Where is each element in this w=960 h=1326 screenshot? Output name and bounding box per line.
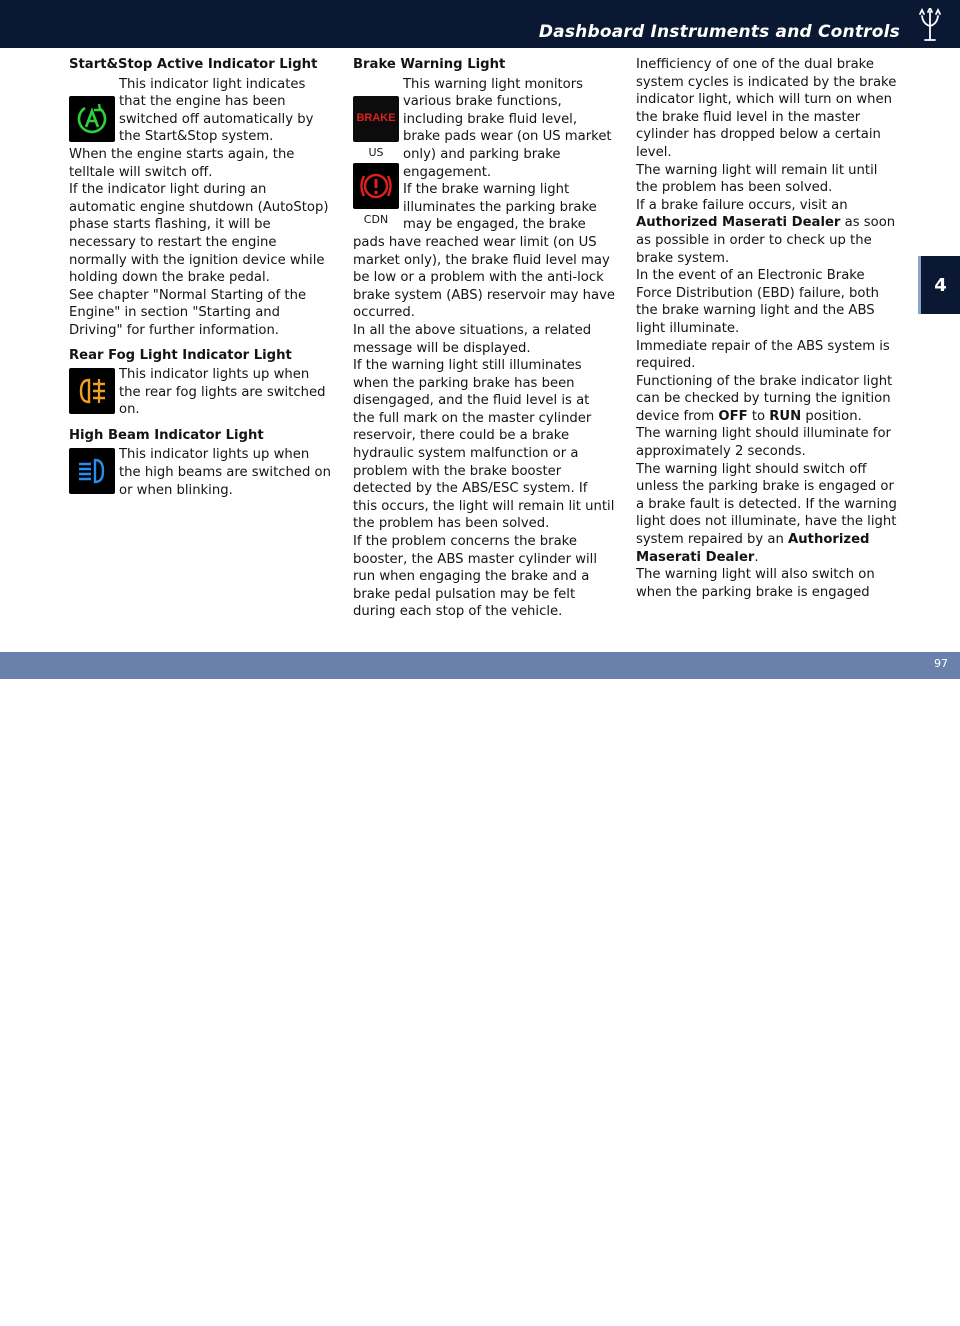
column-middle bbox=[353, 56, 615, 621]
page-footer bbox=[0, 652, 960, 1326]
brake-text-icon: BRAKE bbox=[356, 111, 396, 124]
brake-text-5: If the problem concerns the brake booster, the ABS master cylinder will run when engaging the brake and a brake pedal pulsation may be felt during each stop of the vehicle. bbox=[353, 534, 598, 620]
rear-fog-heading: Rear Fog Light Indicator Light bbox=[69, 347, 292, 363]
rear-fog-indicator bbox=[69, 368, 115, 414]
start-stop-indicator bbox=[69, 96, 115, 142]
start-stop-text-4: See chapter "Normal Starting of the Engine" in section "Starting and Driving" for further information. bbox=[69, 287, 307, 338]
brake-text-4: If the warning light still illuminates when the parking brake has been disengaged, and the fluid level is at the full mark on the master cylinder reservoir, there could be a brake hydraulic system malfunction or a problem with the brake booster detected by the ABS/ESC system. If this occurs, the light will remain lit until the problem has been solved. bbox=[353, 358, 615, 532]
high-beam-text: This indicator lights up when the high beams are switched on or when blinking. bbox=[119, 447, 331, 498]
cdn-label: CDN bbox=[363, 212, 389, 226]
page-header bbox=[0, 0, 960, 48]
right-text-5: Immediate repair of the ABS system is required. bbox=[636, 338, 890, 372]
start-stop-text-1: This indicator light indicates that the engine has been switched off automatically by the Start&Stop system. bbox=[119, 76, 314, 145]
chapter-number: 4 bbox=[934, 274, 947, 296]
brake-text-3: In all the above situations, a related message will be displayed. bbox=[353, 322, 592, 356]
right-text-7: The warning light should illuminate for approximately 2 seconds. bbox=[636, 426, 891, 460]
brake-text-2: If the brake warning light illuminates the parking brake may be engaged, the brake pads have reached wear limit (on US market only), the brake fluid level may be low or a problem with the anti-lock brake system (ABS) reservoir may have occurred. bbox=[353, 182, 615, 321]
high-beam-indicator bbox=[69, 448, 115, 494]
off-position: OFF bbox=[718, 408, 748, 424]
right-text-9: The warning light will also switch on when the parking brake is engaged bbox=[636, 567, 875, 600]
right-text-3: If a brake failure occurs, visit an Authorized Maserati Dealer as soon as possible in order to check up the brake system. bbox=[636, 197, 896, 266]
us-label: US bbox=[368, 145, 384, 159]
dealer-link: Authorized Maserati Dealer bbox=[636, 215, 841, 231]
maserati-trident-logo bbox=[914, 8, 946, 44]
start-stop-heading: Start&Stop Active Indicator Light bbox=[69, 57, 318, 72]
section-title: Dashboard Instruments and Controls bbox=[538, 22, 900, 42]
chapter-tab[interactable] bbox=[918, 256, 960, 314]
high-beam-icon bbox=[75, 456, 109, 486]
right-text-2: The warning light will remain lit until the problem has been solved. bbox=[636, 162, 878, 196]
start-stop-a-icon bbox=[75, 102, 109, 136]
brake-text-1: This warning light monitors various brake functions, including brake fluid level, brake pads wear (on US market only) and parking brake engagement. bbox=[403, 76, 612, 180]
right-text-4: In the event of an Electronic Brake Force Distribution (EBD) failure, both the brake warning light and the ABS light illuminate. bbox=[636, 268, 880, 336]
high-beam-heading: High Beam Indicator Light bbox=[69, 427, 264, 443]
column-right bbox=[636, 56, 900, 601]
brake-us-indicator bbox=[353, 96, 399, 142]
brake-warning-heading: Brake Warning Light bbox=[353, 57, 506, 72]
column-left bbox=[69, 56, 331, 499]
brake-exclamation-icon bbox=[358, 169, 394, 203]
rear-fog-text: This indicator lights up when the rear fog lights are switched on. bbox=[119, 367, 326, 418]
right-text-1: Inefficiency of one of the dual brake system cycles is indicated by the brake indicator light, which will turn on when the brake fluid level in the master cylinder has dropped below a certain level. bbox=[636, 57, 897, 160]
start-stop-text-2: When the engine starts again, the telltale will switch off. bbox=[69, 146, 295, 180]
right-text-6: Functioning of the brake indicator light can be checked by turning the ignition device from OFF to RUN position. bbox=[636, 373, 893, 424]
watermark: carmanualsonline.info bbox=[560, 1301, 814, 1326]
brake-cdn-indicator bbox=[353, 163, 399, 209]
start-stop-text-3: If the indicator light during an automatic engine shutdown (AutoStop) phase starts flashing, it will be necessary to restart the engine normally with the ignition device while holding down the brake pedal. bbox=[69, 182, 329, 286]
rear-fog-light-icon bbox=[75, 376, 109, 406]
page-number: 97 bbox=[934, 657, 948, 670]
dealer-link-2: Authorized Maserati Dealer bbox=[636, 532, 870, 565]
run-position: RUN bbox=[769, 408, 802, 424]
right-text-8: The warning light should switch off unless the parking brake is engaged or a brake fault is detected. If the warning light does not illuminate, have the light system repaired by an Authorized Maserati Dealer. bbox=[636, 461, 897, 565]
